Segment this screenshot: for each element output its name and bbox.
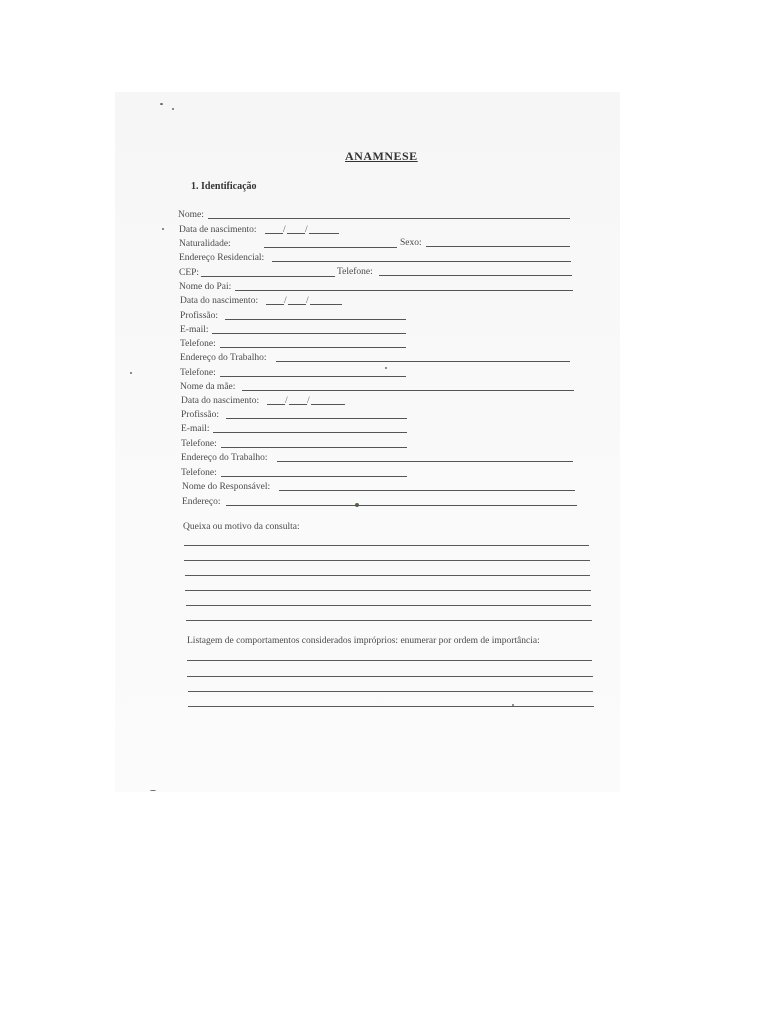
field-telefone-trabalho-mae[interactable] [181, 465, 407, 479]
blank-line [287, 233, 305, 234]
date-separator: / [285, 396, 288, 406]
queixa-label: Queixa ou motivo da consulta: [183, 522, 300, 532]
blank-line [288, 304, 306, 305]
field-telefone-mae[interactable] [181, 436, 407, 450]
scan-speck [160, 103, 163, 105]
field-profissao-pai[interactable] [180, 308, 406, 322]
blank-line [208, 218, 570, 219]
blank-line [289, 404, 307, 405]
page-title: ANAMNESE [345, 149, 418, 163]
blank-line [276, 361, 570, 362]
field-telefone-trabalho-pai[interactable] [180, 365, 406, 379]
field-label: Profissão: [181, 410, 219, 420]
date-separator: / [284, 296, 287, 306]
answer-line[interactable] [188, 691, 593, 692]
field-label: Endereço do Trabalho: [180, 353, 267, 363]
field-label: Data de nascimento: [179, 225, 257, 235]
blank-line [426, 246, 570, 247]
field-label: Naturalidade: [179, 239, 231, 249]
date-separator: / [305, 225, 308, 235]
date-separator: / [307, 396, 310, 406]
field-label: Telefone: [180, 339, 216, 349]
field-label: Nome do Pai: [179, 282, 232, 292]
field-sexo[interactable] [400, 235, 570, 249]
field-naturalidade[interactable] [179, 236, 397, 250]
blank-line [226, 418, 407, 419]
answer-line[interactable] [188, 706, 594, 707]
scan-speck [172, 108, 174, 110]
blank-line [272, 261, 571, 262]
blank-line [242, 390, 574, 391]
answer-line[interactable] [187, 676, 593, 677]
field-nome[interactable] [178, 207, 570, 221]
answer-line[interactable] [185, 575, 590, 576]
field-label: Telefone: [180, 368, 216, 378]
field-profissao-mae[interactable] [181, 407, 407, 421]
blank-line [379, 275, 572, 276]
field-label: Sexo: [400, 238, 422, 248]
field-data-nascimento-mae[interactable] [181, 393, 347, 407]
blank-line [279, 490, 575, 491]
field-endereco-trabalho-mae[interactable] [181, 450, 573, 464]
field-label: Data do nascimento: [180, 296, 259, 306]
blank-line [309, 233, 339, 234]
field-label: Nome do Responsável: [182, 482, 271, 492]
field-nome-pai[interactable] [179, 279, 573, 293]
field-telefone-pai[interactable] [180, 336, 406, 350]
field-email-pai[interactable] [180, 322, 406, 336]
field-label: Endereço do Trabalho: [181, 453, 268, 463]
field-label: Endereço Residencial: [179, 253, 265, 263]
section-heading: 1. Identificação [191, 181, 257, 192]
answer-line[interactable] [187, 660, 592, 661]
field-label: Data do nascimento: [181, 396, 260, 406]
scan-speck [150, 790, 156, 791]
field-label: E-mail: [181, 424, 210, 434]
field-nome-mae[interactable] [180, 379, 574, 393]
field-email-mae[interactable] [181, 421, 407, 435]
blank-line [310, 304, 342, 305]
field-label: Telefone: [181, 468, 217, 478]
blank-line [225, 319, 406, 320]
answer-line[interactable] [184, 545, 589, 546]
date-separator: / [283, 225, 286, 235]
blank-line [264, 247, 397, 248]
field-label: Telefone: [337, 267, 373, 277]
field-endereco-residencial[interactable] [179, 250, 571, 264]
field-label: CEP: [179, 268, 200, 278]
blank-line [221, 447, 407, 448]
blank-line [267, 404, 285, 405]
field-label: E-mail: [180, 325, 209, 335]
answer-line[interactable] [184, 560, 590, 561]
field-label: Telefone: [181, 439, 217, 449]
field-data-nascimento-pai[interactable] [180, 293, 345, 307]
scan-speck [130, 372, 132, 374]
field-label: Nome da mãe: [180, 382, 236, 392]
field-label: Profissão: [180, 311, 218, 321]
field-cep[interactable] [179, 265, 335, 279]
field-label: Nome: [178, 210, 204, 220]
blank-line [265, 233, 283, 234]
blank-line [266, 304, 284, 305]
blank-line [220, 376, 406, 377]
field-data-nascimento[interactable] [179, 222, 344, 236]
field-nome-responsavel[interactable] [182, 479, 575, 493]
field-endereco[interactable] [182, 494, 577, 508]
date-separator: / [306, 296, 309, 306]
field-label: Endereço: [182, 497, 221, 507]
blank-line [235, 290, 573, 291]
blank-line [277, 461, 573, 462]
blank-line [226, 505, 577, 506]
listagem-label: Listagem de comportamentos considerados impróprios: enumerar por ordem de importância: [187, 636, 540, 646]
blank-line [201, 276, 335, 277]
field-telefone[interactable] [337, 264, 572, 278]
blank-line [221, 476, 407, 477]
blank-line [213, 432, 407, 433]
blank-line [212, 333, 406, 334]
blank-line [311, 404, 345, 405]
field-endereco-trabalho-pai[interactable] [180, 350, 570, 364]
blank-line [220, 347, 406, 348]
scan-speck [162, 228, 164, 230]
answer-line[interactable] [186, 605, 591, 606]
answer-line[interactable] [186, 620, 592, 621]
answer-line[interactable] [185, 590, 591, 591]
